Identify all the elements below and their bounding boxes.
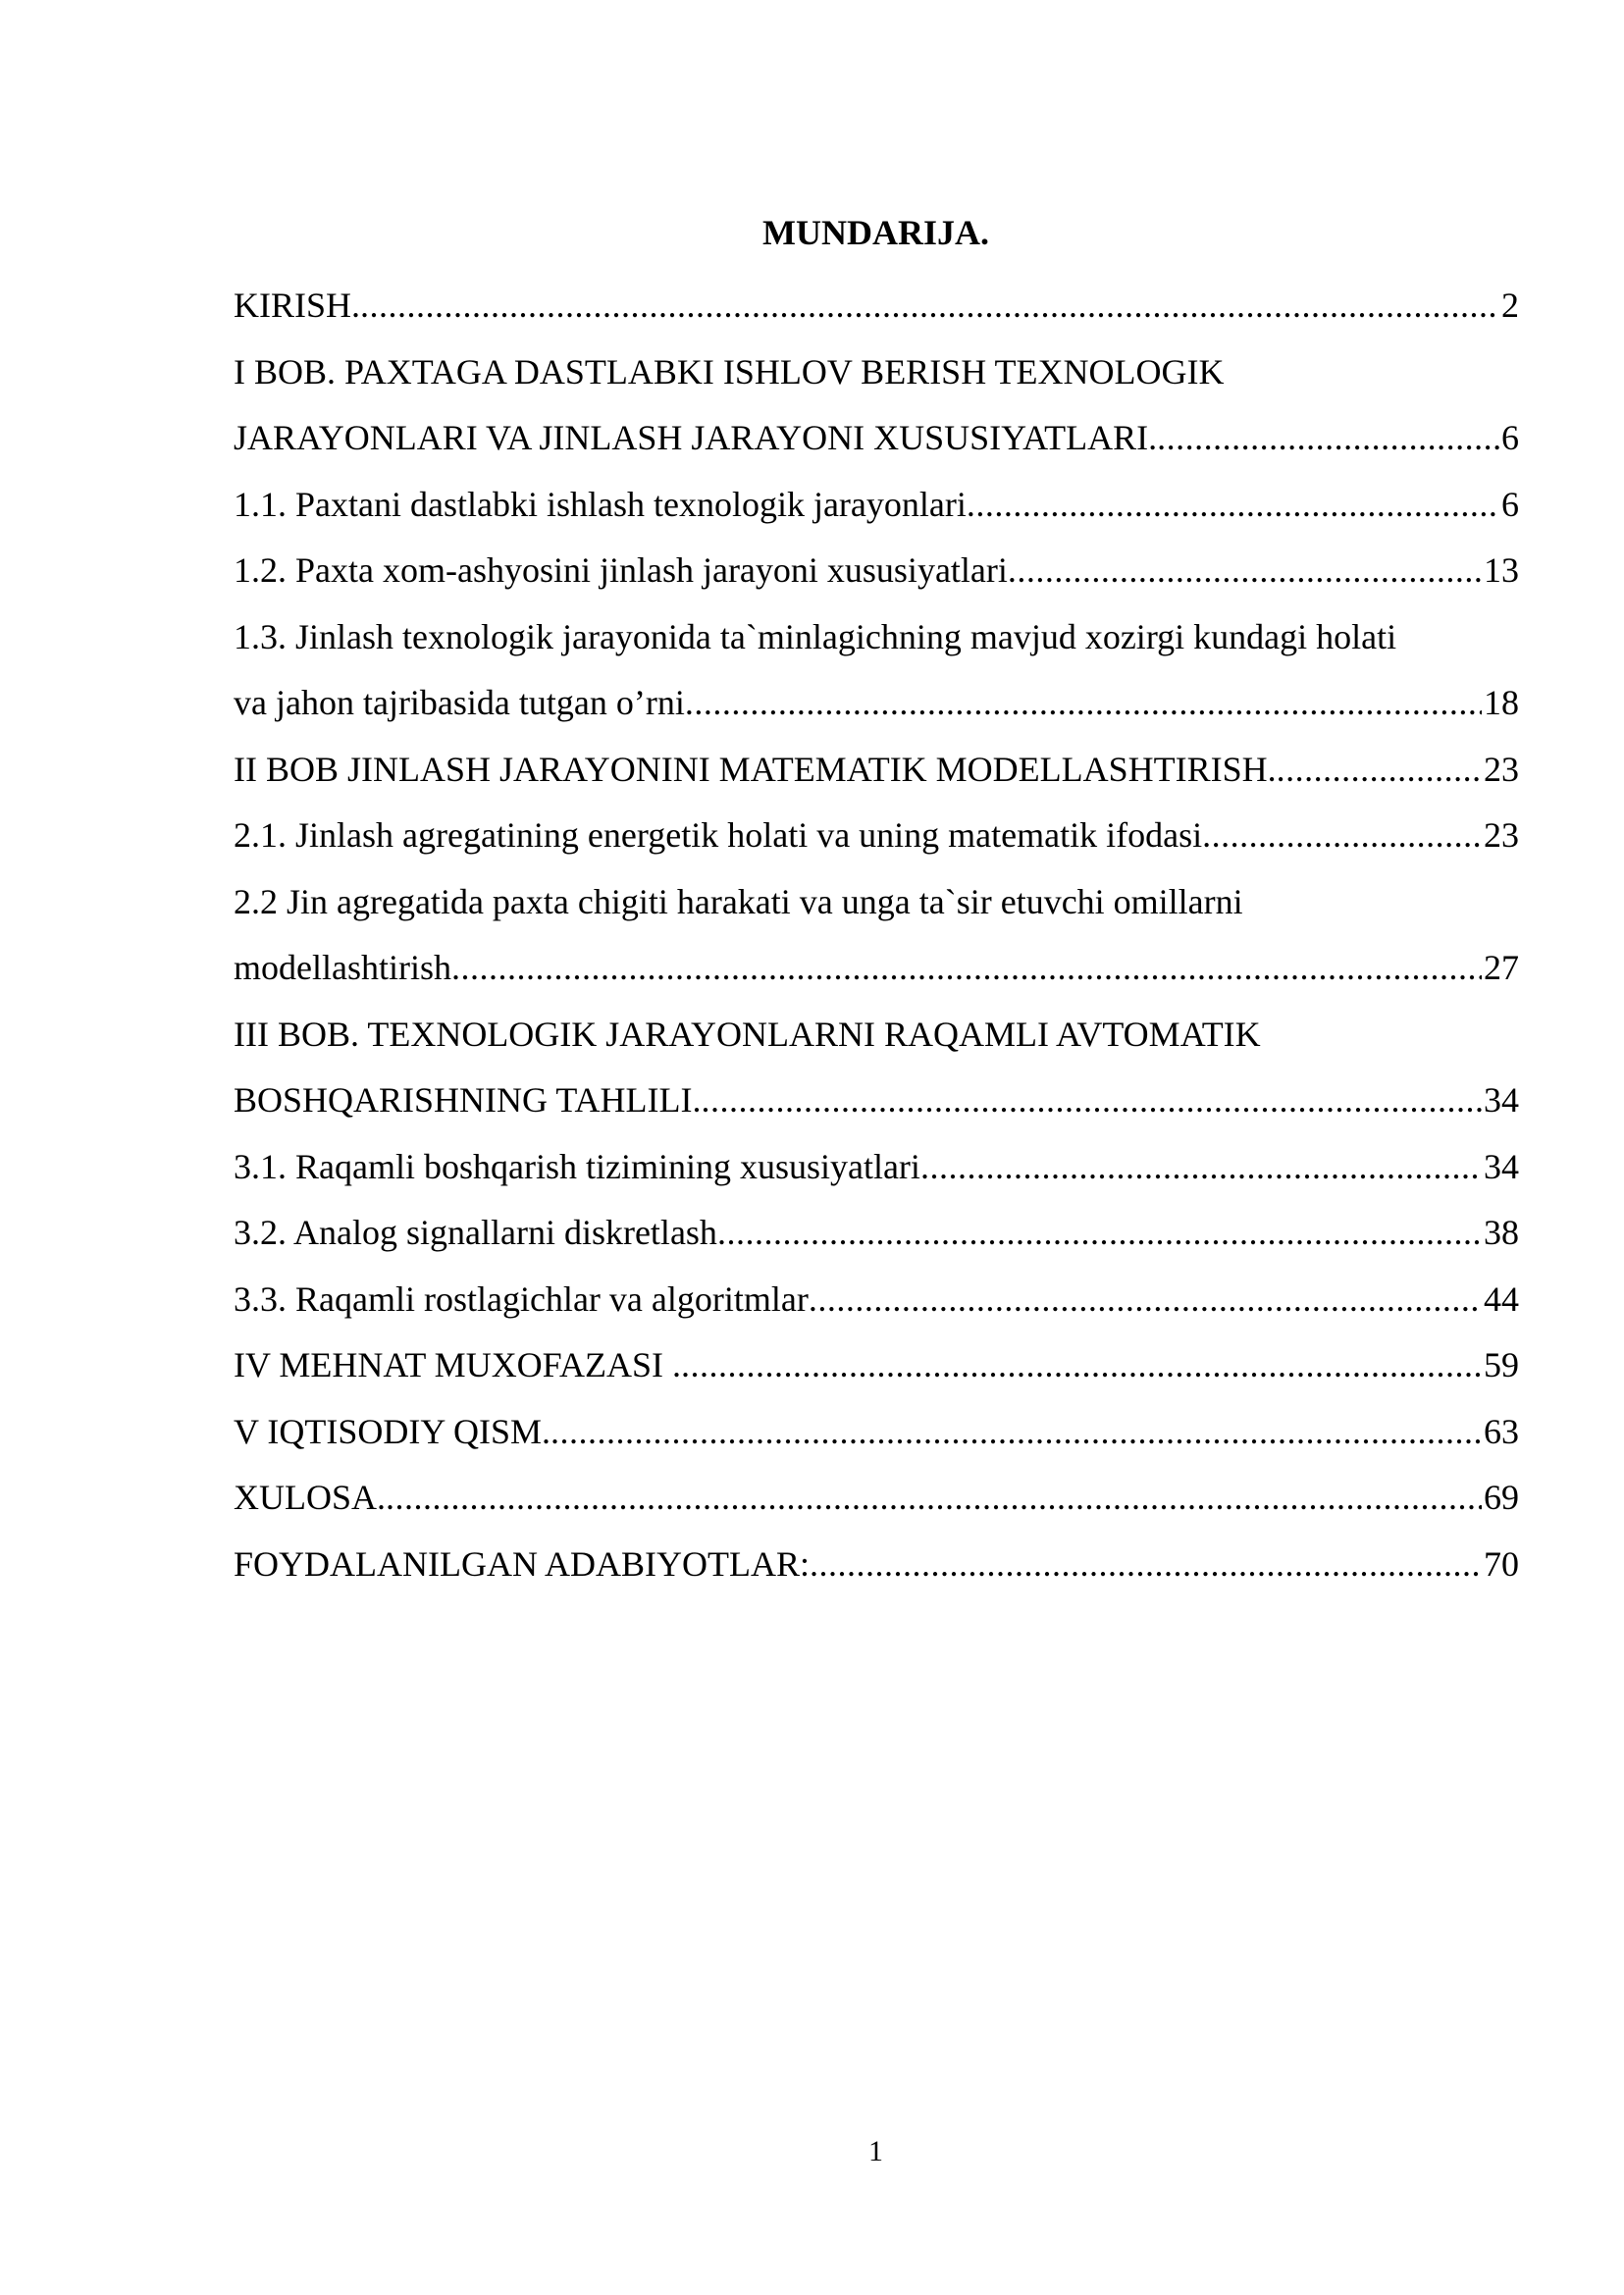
toc-page-number: 6: [1501, 484, 1519, 524]
toc-page-number: 38: [1484, 1213, 1519, 1252]
toc-entry[interactable]: [234, 604, 1519, 737]
toc-page-number: 13: [1484, 550, 1519, 590]
toc-dot-leader: [1008, 538, 1482, 604]
toc-page-number: 34: [1484, 1146, 1519, 1186]
toc-entry-title: XULOSA.: [234, 1478, 387, 1517]
page-title: MUNDARIJA.: [762, 213, 989, 252]
toc-dot-leader: [701, 1068, 1482, 1134]
toc-entry-title: va jahon tajribasida tutgan o’rni: [234, 683, 685, 722]
toc-dot-leader: [809, 1267, 1482, 1333]
toc-dot-leader: [685, 670, 1482, 737]
toc-entry-text-line: 2.2 Jin agregatida paxta chigiti harakati va unga ta`sir etuvchi omillarni: [234, 881, 1243, 921]
table-of-contents: [234, 273, 1519, 1597]
toc-entry-title: 3.2. Analog signallarni diskretlash: [234, 1213, 717, 1252]
toc-entry-row: [234, 1465, 1519, 1532]
toc-page-number: 23: [1484, 749, 1519, 789]
toc-entry[interactable]: [234, 1332, 1519, 1399]
toc-dot-leader: [681, 1332, 1482, 1399]
toc-entry[interactable]: [234, 339, 1519, 472]
toc-entry-row: [234, 1267, 1519, 1333]
toc-page-number: 2: [1501, 286, 1519, 325]
toc-dot-leader: [717, 1200, 1482, 1267]
toc-dot-leader: [550, 1399, 1482, 1466]
toc-entry-row: [234, 1332, 1519, 1399]
toc-dot-leader: [810, 1532, 1482, 1598]
toc-page-number: 23: [1484, 815, 1519, 855]
toc-entry-row: [234, 273, 1519, 339]
toc-dot-leader: [1157, 405, 1499, 472]
toc-entry-row: [234, 1134, 1519, 1201]
toc-entry-row: [234, 1532, 1519, 1598]
toc-dot-leader: [360, 273, 1499, 339]
toc-page-number: 70: [1484, 1543, 1519, 1584]
toc-entry[interactable]: [234, 1532, 1519, 1598]
toc-entry-title: IV MEHNAT MUXOFAZASI .: [234, 1345, 682, 1384]
toc-entry-title: V IQTISODIY QISM.: [234, 1411, 550, 1451]
toc-dot-leader: [920, 1134, 1482, 1201]
toc-page-number: 34: [1484, 1080, 1519, 1120]
toc-entry-title: II BOB JINLASH JARAYONINI MATEMATIK MODELLASHTIRISH.: [234, 749, 1277, 789]
toc-entry[interactable]: [234, 1399, 1519, 1466]
toc-entry-title: 1.2. Paxta xom-ashyosini jinlash jarayoni xususiyatlari: [234, 550, 1008, 590]
toc-entry[interactable]: [234, 1267, 1519, 1333]
toc-entry-title: 1.1. Paxtani dastlabki ishlash texnologik jarayonlari: [234, 484, 967, 524]
toc-page-number: 63: [1484, 1411, 1519, 1451]
toc-entry-title: BOSHQARISHNING TAHLILI.: [234, 1080, 702, 1120]
toc-entry-title: JARAYONLARI VA JINLASH JARAYONI XUSUSIYATLARI.: [234, 418, 1158, 457]
toc-entry[interactable]: [234, 1200, 1519, 1267]
toc-entry-row: [234, 737, 1519, 804]
toc-page-number: 27: [1484, 948, 1519, 987]
toc-entry[interactable]: [234, 1002, 1519, 1134]
toc-entry-row: [234, 1200, 1519, 1267]
toc-dot-leader: [1277, 737, 1482, 804]
toc-page-number: 6: [1501, 418, 1519, 457]
toc-entry[interactable]: [234, 1465, 1519, 1532]
toc-entry[interactable]: [234, 472, 1519, 539]
toc-entry[interactable]: [234, 538, 1519, 604]
toc-entry-title: FOYDALANILGAN ADABIYOTLAR:: [234, 1543, 810, 1584]
toc-entry-title: KIRISH.: [234, 286, 361, 325]
toc-entry[interactable]: [234, 1134, 1519, 1201]
toc-entry[interactable]: [234, 737, 1519, 804]
toc-entry-row: [234, 405, 1519, 472]
toc-page-number: 18: [1484, 683, 1519, 722]
toc-entry-title: 3.1. Raqamli boshqarish tizimining xususiyatlari: [234, 1146, 920, 1186]
toc-dot-leader: [451, 935, 1482, 1002]
toc-entry[interactable]: [234, 273, 1519, 339]
toc-dot-leader: [967, 472, 1499, 539]
toc-dot-leader: [1202, 803, 1482, 869]
toc-entry-row: [234, 803, 1519, 869]
toc-entry-row: [234, 538, 1519, 604]
toc-entry-row: [234, 1068, 1519, 1134]
toc-entry-row: [234, 1399, 1519, 1466]
toc-entry-row: [234, 670, 1519, 737]
toc-entry-text-line: III BOB. TEXNOLOGIK JARAYONLARNI RAQAMLI AVTOMATIK: [234, 1014, 1261, 1054]
page-number: 1: [868, 2135, 883, 2167]
toc-entry-title: modellashtirish: [234, 948, 451, 987]
toc-entry-title: 3.3. Raqamli rostlagichlar va algoritmlar: [234, 1278, 809, 1319]
toc-entry-text-line: I BOB. PAXTAGA DASTLABKI ISHLOV BERISH TEXNOLOGIK: [234, 351, 1225, 391]
toc-entry-row: [234, 935, 1519, 1002]
toc-entry[interactable]: [234, 869, 1519, 1002]
toc-entry-text-line: 1.3. Jinlash texnologik jarayonida ta`minlagichning mavjud xozirgi kundagi holati: [234, 616, 1397, 656]
toc-dot-leader: [386, 1465, 1482, 1532]
toc-page-number: 69: [1484, 1478, 1519, 1517]
toc-page-number: 59: [1484, 1345, 1519, 1384]
toc-entry-title: 2.1. Jinlash agregatining energetik holati va uning matematik ifodasi: [234, 815, 1203, 855]
toc-page-number: 44: [1484, 1278, 1519, 1319]
toc-entry[interactable]: [234, 803, 1519, 869]
toc-entry-row: [234, 472, 1519, 539]
